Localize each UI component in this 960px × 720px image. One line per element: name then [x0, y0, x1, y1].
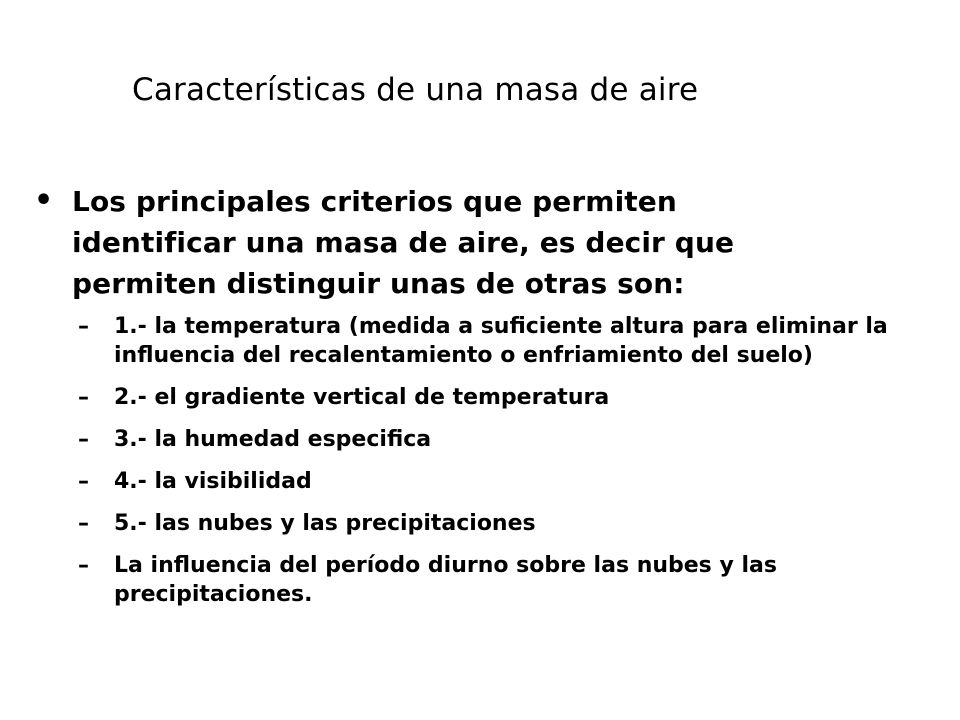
sub-bullet-text: La influencia del período diurno sobre las nubes y las precipitaciones. [114, 553, 777, 607]
slide-title: Características de una masa de aire [132, 72, 699, 108]
sub-bullet-item [78, 509, 898, 538]
sub-bullet-item [78, 383, 898, 412]
sub-bullet-item [78, 551, 898, 609]
sub-bullet-list [78, 312, 898, 622]
sub-bullet-item [78, 425, 898, 454]
sub-bullet-text: 1.- la temperatura (medida a suficiente altura para eliminar la influencia del recalentamiento o enfriamiento del suelo) [114, 314, 888, 368]
dash-marker: – [78, 427, 89, 452]
dash-marker: – [78, 385, 89, 410]
bullet-marker: • [34, 183, 54, 218]
dash-marker: – [78, 511, 89, 536]
dash-marker: – [78, 553, 89, 578]
sub-bullet-text: 5.- las nubes y las precipitaciones [114, 511, 536, 536]
sub-bullet-text: 2.- el gradiente vertical de temperatura [114, 385, 610, 410]
dash-marker: – [78, 314, 89, 339]
main-bullet-text: Los principales criterios que permiten identificar una masa de aire, es decir que permiten distinguir unas de otras son: [72, 185, 735, 300]
sub-bullet-text: 3.- la humedad especifica [114, 427, 432, 452]
sub-bullet-item [78, 312, 898, 370]
dash-marker: – [78, 469, 89, 494]
sub-bullet-text: 4.- la visibilidad [114, 469, 312, 494]
sub-bullet-item [78, 467, 898, 496]
